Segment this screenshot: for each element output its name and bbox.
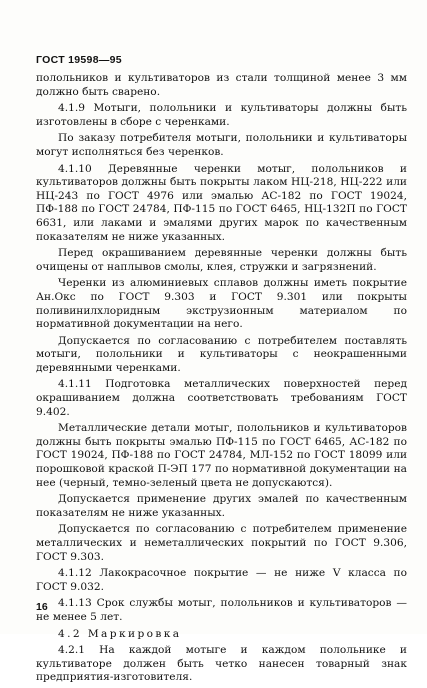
paragraph: 4.2.1 На каждой мотыге и каждом полольнике и культиваторе должен быть четко нанесен товарный знак предприятия-изготовителя. xyxy=(36,644,407,684)
paragraph: 4.1.9 Мотыги, полольники и культиваторы должны быть изготовлены в сборе с черенками. xyxy=(36,102,407,128)
paragraph: По заказу потребителя мотыги, полольники и культиваторы могут исполняться без черенков. xyxy=(36,132,407,158)
paragraph: полольников и культиваторов из стали толщиной менее 3 мм должно быть сварено. xyxy=(36,72,407,98)
body-text xyxy=(36,72,407,688)
page-number: 16 xyxy=(36,601,48,613)
paragraph: Перед окрашиванием деревянные черенки должны быть очищены от наплывов смолы, клея, стружки и загрязнений. xyxy=(36,247,407,273)
paragraph: 4.1.10 Деревянные черенки мотыг, полольников и культиваторов должны быть покрыты лаком НЦ-218, НЦ-222 или НЦ-243 по ГОСТ 4976 или эмалью АС-182 по ГОСТ 19024, ПФ-188 по ГОСТ 24784, ПФ-115 по ГОСТ 6465, НЦ-132П по ГОСТ 6631, или лаками и эмалями других марок по качественным показателям не ниже указанных. xyxy=(36,162,407,243)
section-heading: 4.2 Маркировка xyxy=(58,627,182,640)
paragraph: 4.1.12 Лакокрасочное покрытие — не ниже V класса по ГОСТ 9.032. xyxy=(36,567,407,593)
paragraph: 4.1.13 Срок службы мотыг, полольников и культиваторов — не менее 5 лет. xyxy=(36,597,407,623)
paragraph: Допускается по согласованию с потребителем поставлять мотыги, полольники и культиваторы с неокрашенными деревянными черенками. xyxy=(36,334,407,374)
paragraph: Металлические детали мотыг, полольников и культиваторов должны быть покрыты эмалью ПФ-115 по ГОСТ 6465, АС-182 по ГОСТ 19024, ПФ-188 по ГОСТ 24784, МЛ-152 по ГОСТ 18099 или порошковой краской П-ЭП 177 по нормативной документации на нее (черный, темно-зеленый цвета не допускаются). xyxy=(36,422,407,489)
paragraph: Допускается применение других эмалей по качественным показателям не ниже указанных. xyxy=(36,493,407,519)
paragraph: 4.1.11 Подготовка металлических поверхностей перед окрашиванием должна соответствовать требованиям ГОСТ 9.402. xyxy=(36,378,407,418)
paragraph: Допускается по согласованию с потребителем применение металлических и неметаллических покрытий по ГОСТ 9.306, ГОСТ 9.303. xyxy=(36,523,407,563)
standard-header: ГОСТ 19598—95 xyxy=(36,54,122,66)
paragraph: Черенки из алюминиевых сплавов должны иметь покрытие Ан.Окс по ГОСТ 9.303 и ГОСТ 9.301 или покрыты поливинилхлоридным экструзионным материалом по нормативной документации на него. xyxy=(36,277,407,331)
